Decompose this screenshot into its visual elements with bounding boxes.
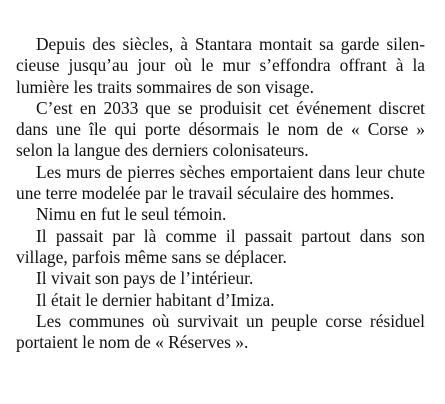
paragraph-7: Il était le dernier habitant d’Imiza. (36, 289, 275, 310)
paragraph-3: Les murs de pierres sèches emportaient dans leur chute une terre modelée par le travail séculaire des hommes. (16, 161, 425, 204)
paragraph-2: C’est en 2033 que se produisit cet événement discret dans une île qui porte désormais le nom de « Corse » selon la langue des derniers colonisateurs. (16, 97, 425, 161)
paragraph-6: Il vivait son pays de l’intérieur. (36, 268, 254, 289)
document-page (16, 34, 425, 353)
paragraph-4: Nimu en fut le seul témoin. (36, 204, 227, 225)
paragraph-5: Il passait par là comme il passait partout dans son village, parfois même sans se déplacer. (16, 225, 425, 267)
paragraph-1: Depuis des siècles, à Stantara montait sa garde silencieuse jusqu’au jour où le mur s’effondra offrant à la lumière les traits sommaires de son visage. (16, 34, 425, 97)
paragraph-8: Les communes où survivait un peuple corse résiduel portaient le nom de « Réserves ». (16, 310, 425, 353)
